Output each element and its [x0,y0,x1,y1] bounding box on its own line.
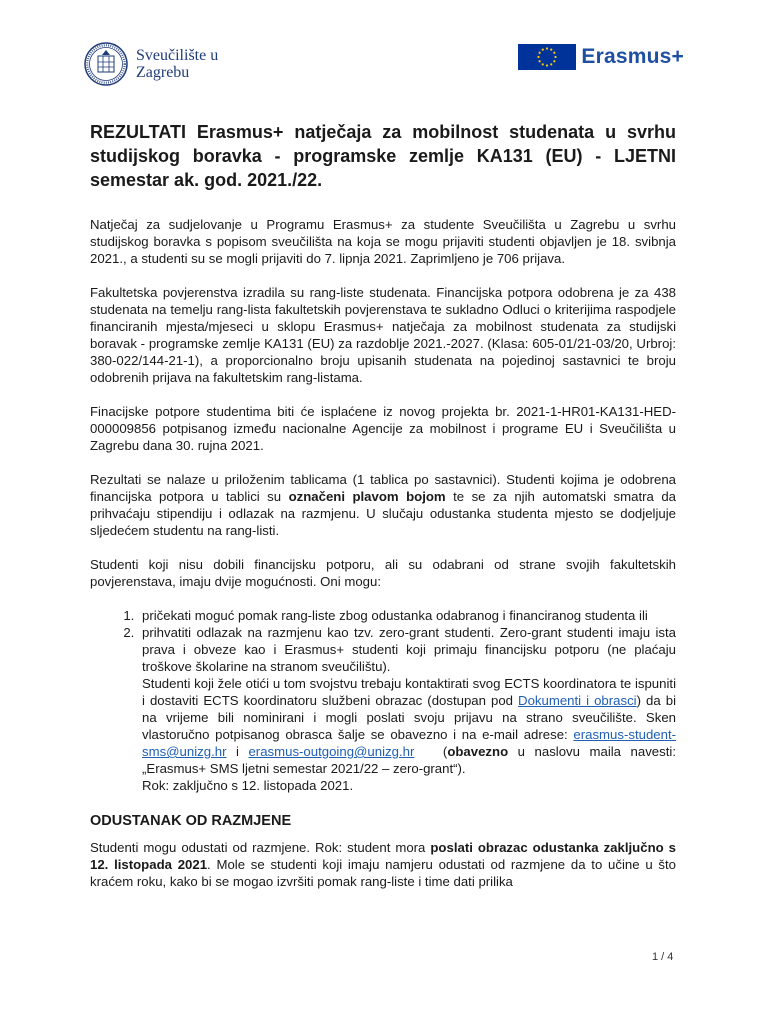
eu-star-icon [551,63,553,65]
paragraph-results [90,471,676,539]
documents-forms-link[interactable]: Dokumenti i obrasci [518,693,637,708]
zero-grant-main: 2. prihvatiti odlazak na razmjenu kao tzv. zero-grant studenti. Zero-grant studenti imaju ista prava i obveze kao i Erasmus+ studenti koji primaju financijsku potporu (ne plaćaju troškove školarine na stranom sveučilištu). [142,625,676,674]
university-name-line1: Sveučilište u [136,47,219,64]
erasmus-brand-name: Erasmus+ [581,45,684,68]
paragraph-ranking: Fakultetska povjerenstva izradila su rang-liste studenata. Financijska potpora odobrena je za 438 studenata na temelju rang-lista fakultetskih povjerenstava te sukladno Odluci o kriterijima raspodjele financiranih mjesta/mjeseci u sklopu Erasmus+ natječaja za mobilnost studenata za studijski boravak - programske zemlje KA131 (EU) za razdoblje 2021.-2027. (Klasa: 605-01/21-03/20, Urbroj: 380-022/144-21-1), a proporcionalno broju upisanih studenata na pojedinoj sastavnici te broju odobrenih prijava na fakultetskim rang-listama. [90,285,676,385]
eu-flag-icon [518,44,576,70]
eu-star-icon [551,49,553,51]
email-student-sms-link[interactable]: erasmus-student-sms@unizg.hr [142,727,676,759]
withdrawal-bold: poslati obrazac odustanka zaključno s 12. listopada 2021 [90,840,676,872]
zero-grant-detail-b: ) da bi na vrijeme bili nominirani i mogli poslati svoju prijavu na strano sveučilište. Sken vlastoručno potpisanog obrasca šalje se obavezno i na e-mail adrese: [142,693,677,742]
section-withdrawal-title: ODUSTANAK OD RAZMJENE [90,813,292,829]
withdrawal-text-2: . Mole se studenti koji imaju namjeru odustati od razmjene da to učine u što kraćem roku, kako bi se mogao izvršiti pomak rang-liste i time dati prilika [90,857,676,889]
withdrawal-text-1: Studenti mogu odustati od razmjene. Rok: student mora [90,840,431,855]
results-text-2: te se za njih automatski smatra da prihvaćaju stipendiju i odlazak na razmjenu. U slučaju odustanka studenta mjesto se dodjeljuje sljedećem studentu na rang-listi. [90,489,676,538]
zero-grant-deadline: Rok: zaključno s 12. listopada 2021. [142,778,354,793]
eu-star-icon [555,56,557,58]
university-seal-icon [84,42,128,86]
mandatory-rest: u naslovu maila navesti: „Erasmus+ SMS ljetni semestar 2021/22 – zero-grant“). [142,744,676,776]
university-name-line2: Zagrebu [136,64,190,81]
options-list [90,607,676,794]
university-logo [84,42,218,86]
eu-star-icon [546,64,548,66]
erasmus-logo [518,44,684,70]
mandatory-open: ( [414,744,448,759]
paragraph-funding: Finacijske potpore studentima biti će isplaćene iz novog projekta br. 2021-1-HR01-KA131-HED-000009856 potpisanog između nacionalne Agencije za mobilnost i programe EU i Sveučilišta u Zagrebu dana 30. rujna 2021. [90,404,676,453]
results-text-1: Rezultati se nalaze u priloženim tablicama (1 tablica po sastavnici). Studenti kojima je odobrena financijska potpora u tablici su [90,472,676,504]
and-word: i [226,744,249,759]
page-header [84,40,684,90]
paragraph-withdrawal [90,839,676,890]
results-bold: označeni plavom bojom [288,489,446,504]
mandatory-bold: obavezno [447,744,509,759]
option-zero-grant [138,624,676,794]
option-wait: 1. pričekati moguć pomak rang-liste zbog odustanka odabranog i financiranog studenta ili [138,607,676,624]
email-outgoing-link[interactable]: erasmus-outgoing@unizg.hr [248,744,415,759]
zero-grant-detail [142,675,676,777]
document-body [90,120,676,907]
paragraph-options-intro: Studenti koji nisu dobili financijsku potporu, ali su odabrani od strane svojih fakultetskih povjerenstava, imaju dvije mogućnosti. Oni mogu: [90,557,676,589]
eu-star-icon [546,47,548,49]
eu-star-icon [554,60,556,62]
eu-star-icon [542,49,544,51]
eu-star-icon [542,63,544,65]
document-title: REZULTATI Erasmus+ natječaja za mobilnost studenata u svrhu studijskog boravka - programske zemlje KA131 (EU) - LJETNI semestar ak. god. 2021./22. [90,122,676,190]
zero-grant-detail-a: Studenti koji žele otići u tom svojstvu trebaju kontaktirati svog ECTS koordinatora te ispuniti i dostaviti ECTS koordinatoru službeni obrazac (dostupan pod [142,676,676,708]
eu-star-icon [554,52,556,54]
university-name [136,47,218,81]
page-number: 1 / 4 [652,951,674,963]
eu-star-icon [539,52,541,54]
eu-star-icon [539,60,541,62]
eu-star-icon [538,56,540,58]
paragraph-call-info: Natječaj za sudjelovanje u Programu Erasmus+ za studente Sveučilišta u Zagrebu u svrhu studijskog boravka s popisom sveučilišta na koja se mogu prijaviti studenti objavljen je 18. svibnja 2021., a studenti su se mogli prijaviti do 7. lipnja 2021. Zaprimljeno je 706 prijava. [90,217,676,266]
